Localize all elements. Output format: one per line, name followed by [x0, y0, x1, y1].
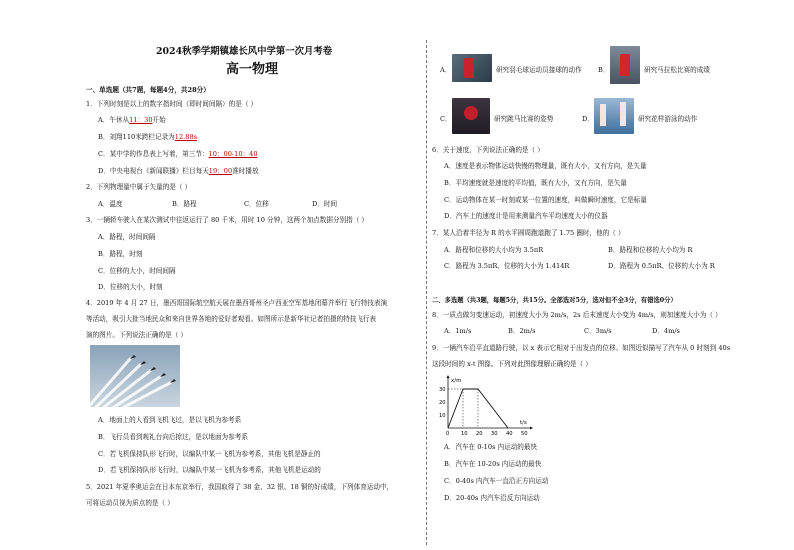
- x-tick-label: 40: [506, 431, 513, 436]
- q8-option-b: B．2m/s: [508, 327, 536, 335]
- q9-option-a: A．汽车在 0-10s 内运动的最快: [444, 443, 538, 451]
- q1-option-a: A．午休从11：30开始: [98, 116, 166, 124]
- section2-heading: 二、多选题（共3题，每题5分，共15分。全部选对5分，选对但不全3分，有错选0分）: [432, 297, 677, 304]
- q7-option-a: A．路程和位移的大小均为 3.5πR: [444, 246, 544, 254]
- q1-option-d: D．中央电视台《新闻联播》栏目每天19：00准时播放: [98, 167, 259, 175]
- subject-title: 高一物理: [226, 62, 279, 77]
- q6-option-c: C．运动物体在某一时刻或某一位置的速度，叫做瞬时速度，它是标量: [444, 196, 647, 204]
- y-axis-unit: x/m: [451, 378, 462, 384]
- q8-option-a: A．1m/s: [444, 327, 472, 335]
- q6-option-a: A．速度是表示物体运动快慢的物理量，既有大小，又有方向，是矢量: [444, 162, 647, 170]
- q8-stem: 8．一质点做匀变速运动，初速度大小为 2m/s，2s 后末速度大小变为 4m/s，则加速度大小为（ ）: [432, 311, 722, 319]
- q5-option-b: 研究马拉松比赛的成绩: [644, 66, 710, 74]
- q9-option-d: D．20-40s 内汽车沿反方向运动: [444, 494, 540, 502]
- column-divider: [426, 40, 427, 545]
- q4-option-d: D．若飞机保持队形飞行时，以编队中某一飞机为参考系，其他飞机是运动的: [98, 466, 321, 474]
- q5-stem-line2: 可将运动员视为质点的是（ ）: [86, 499, 174, 507]
- x-axis-unit: t/s: [520, 420, 527, 426]
- q9-option-b: B．汽车在 10-20s 内运动的最快: [444, 460, 542, 468]
- q4-stem-line2: 等活动，吸引大批当地民众和来自世界各地的爱好者观看。如图所示是新华社记者拍摄的特技飞行表: [86, 315, 377, 323]
- q1-option-c: C．某中学的作息表上写着，第三节：10：00-10：40: [98, 150, 258, 158]
- q5-stem-line1: 5．2021 年夏季奥运会在日本东京举行，我国取得了 38 金、32 银、18 铜的好成绩，下列体育运动中，: [86, 483, 394, 491]
- q3-option-c: C．位移的大小，时间间隔: [98, 267, 176, 275]
- exam-title: 2024秋季学期镇雄长风中学第一次月考卷: [156, 46, 333, 57]
- q2-stem: 2．下列物理量中属于矢量的是（ ）: [86, 183, 192, 191]
- q8-option-d: D．4m/s: [652, 327, 680, 335]
- q5-option-b-letter: B．: [598, 66, 610, 74]
- q7-stem: 7．某人沿着半径为 R 的水平圆周跑道跑了 1.75 圈时，他的（ ）: [432, 229, 625, 237]
- q4-stem-line1: 4．2019 年 4 月 27 日，墨西哥国际航空航天展在墨西哥州圣卢西亚空军基地闭幕并举行飞行特技表演: [86, 299, 388, 307]
- marathon-photo: [610, 46, 640, 84]
- q1-option-b: B．刘翔110米跨栏记录为12.88s: [98, 133, 198, 141]
- q7-option-c: C．路程为 3.5πR、位移的大小为 1.414R: [444, 262, 570, 270]
- q3-option-b: B．路程，时刻: [98, 250, 143, 258]
- q5-option-d-letter: D．: [582, 115, 594, 123]
- q6-option-d: D．汽车上的速度计是用来测量汽车平均速度大小的仪器: [444, 212, 608, 220]
- q3-option-a: A．路程，时间间隔: [98, 233, 156, 241]
- x-tick-label: 20: [476, 431, 483, 436]
- q9-option-c: C．0-40s 内汽车一直沿正方向运动: [444, 477, 549, 485]
- q2-option-c: C．位移: [244, 200, 269, 208]
- y-tick-label: 30: [439, 387, 446, 393]
- q6-option-b: B．平均速度就是速度的平均值，既有大小，又有方向，是矢量: [444, 179, 627, 187]
- y-tick-label: 20: [439, 400, 446, 406]
- q4-option-b: B．飞行员看到观礼台向后掠过，是以地面为参考系: [98, 433, 248, 441]
- x-tick-label: 0: [446, 431, 450, 436]
- y-tick-label: 10: [439, 413, 446, 419]
- q4-stem-line3: 演的图片。下列说法正确的是（ ）: [86, 331, 188, 339]
- q3-option-d: D．位移的大小，时刻: [98, 283, 163, 291]
- q3-stem: 3．一辆轿车驶入在某次测试中往返运行了 80 千米，用时 10 分钟，这两个加点数据分别指（ ）: [86, 216, 369, 224]
- section1-heading: 一、单选题（共7题，每题4分，共28分）: [86, 86, 210, 94]
- q5-option-a: 研究羽毛球运动员接球的动作: [496, 66, 582, 74]
- q9-stem-line1: 9．一辆汽车沿平直道路行驶，以 x 表示它相对于出发点的位移。如图近似描写了汽车从 0 时刻到 40s: [432, 344, 731, 352]
- q7-option-d: D．路程为 0.5πR、位移的大小为 R: [608, 262, 715, 270]
- x-tick-label: 50: [521, 431, 528, 436]
- q7-option-b: B．路程和位移的大小均为 R: [608, 246, 693, 254]
- x-tick-label: 10: [461, 431, 468, 436]
- q5-option-c-letter: C．: [440, 115, 452, 123]
- x-tick-label: 30: [491, 431, 498, 436]
- q5-option-d: 研究花样游泳的动作: [638, 115, 698, 123]
- q2-option-d: D．时间: [312, 200, 338, 208]
- q2-option-a: A．温度: [98, 200, 123, 208]
- q4-option-c: C．若飞机保持队形飞行时，以编队中某一飞机为参考系，其他飞机是静止的: [98, 450, 321, 458]
- airshow-photo: [90, 345, 180, 407]
- synchronized-swimming-photo: [594, 98, 634, 134]
- vault-photo: [452, 98, 490, 134]
- q4-option-a: A．地面上的人看到飞机飞过，是以飞机为参考系: [98, 416, 242, 424]
- q5-option-a-letter: A．: [440, 66, 452, 74]
- badminton-photo: [452, 54, 492, 82]
- y-axis-arrow: [447, 375, 450, 378]
- q1-stem: 1．下列时刻是以上的数字指时间（即时间间隔）的是（ ）: [86, 100, 258, 108]
- x-axis-arrow: [530, 427, 533, 430]
- q2-option-b: B．路程: [172, 200, 197, 208]
- q8-option-c: C．3m/s: [584, 327, 612, 335]
- q6-stem: 6．关于速度，下列说法正确的是（ ）: [432, 146, 544, 154]
- xt-graph: [434, 374, 534, 436]
- q5-option-c: 研究跳马比赛的姿势: [494, 115, 554, 123]
- q9-stem-line2: 这段时间的 x-t 图像。下列对此图像理解正确的是（ ）: [432, 360, 592, 368]
